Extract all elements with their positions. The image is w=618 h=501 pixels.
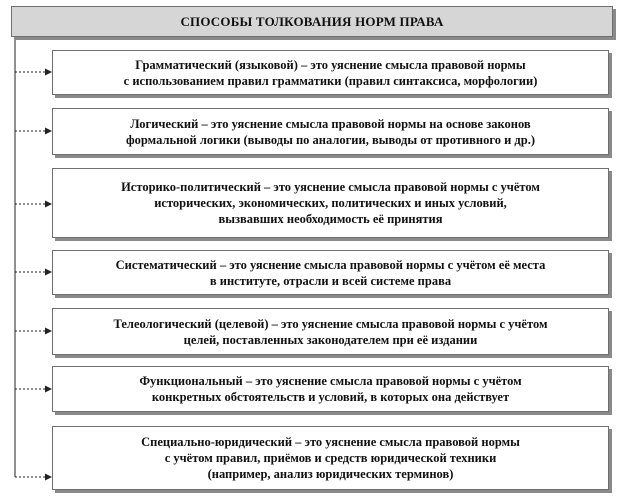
method-box-logical <box>52 108 609 155</box>
method-systematic-line-2: в институте, отрасли и всей системе права <box>209 273 452 288</box>
method-historical-political-line-1: Историко-политический – это уяснение смысла правовой нормы с учётом <box>121 180 540 194</box>
method-special-legal-line-1: Специально-юридический – это уяснение смысла правовой нормы <box>141 435 520 449</box>
method-box-teleological <box>52 308 609 355</box>
method-teleological-line-2: целей, поставленных законодателем при её издании <box>183 332 478 347</box>
method-box-grammatical <box>52 50 609 95</box>
method-logical-line-2: формальной логики (выводы по аналогии, выводы от противного и др.) <box>126 132 535 147</box>
method-functional-line-2: конкретных обстоятельств и условий, в которых она действует <box>151 390 510 404</box>
method-systematic-text <box>116 257 546 289</box>
method-box-systematic <box>52 250 609 295</box>
method-teleological-text <box>114 316 548 348</box>
method-special-legal-line-2: с учётом правил, приёмов и средств юридической техники <box>164 451 497 465</box>
method-grammatical-text <box>124 57 538 89</box>
method-special-legal-line-3: (например, анализ юридических терминов) <box>207 467 454 481</box>
method-logical-text <box>126 116 535 148</box>
method-historical-political-line-2: исторических, экономических, политических и иных условий, <box>154 196 507 210</box>
method-grammatical-line-2: с использованием правил грамматики (правил синтаксиса, морфологии) <box>123 73 538 88</box>
method-functional-text <box>139 373 521 405</box>
method-box-functional <box>52 366 609 412</box>
diagram-title-box <box>11 6 613 37</box>
method-teleological-line-1: Телеологический (целевой) – это уяснение смысла правовой нормы с учётом <box>113 316 548 331</box>
method-box-special-legal <box>52 426 609 490</box>
method-special-legal-text <box>141 434 520 482</box>
diagram-title: СПОСОБЫ ТОЛКОВАНИЯ НОРМ ПРАВА <box>180 13 444 29</box>
method-functional-line-1: Функциональный – это уяснение смысла правовой нормы с учётом <box>139 374 522 388</box>
method-grammatical-line-1: Грамматический (языковой) – это уяснение смысла правовой нормы <box>135 57 526 72</box>
method-box-historical-political <box>52 168 609 238</box>
method-historical-political-text <box>121 179 540 227</box>
method-logical-line-1: Логический – это уяснение смысла правовой нормы на основе законов <box>130 116 531 131</box>
method-systematic-line-1: Систематический – это уяснение смысла правовой нормы с учётом её места <box>115 257 546 272</box>
method-historical-political-line-3: вызвавших необходимость её принятия <box>218 212 443 226</box>
